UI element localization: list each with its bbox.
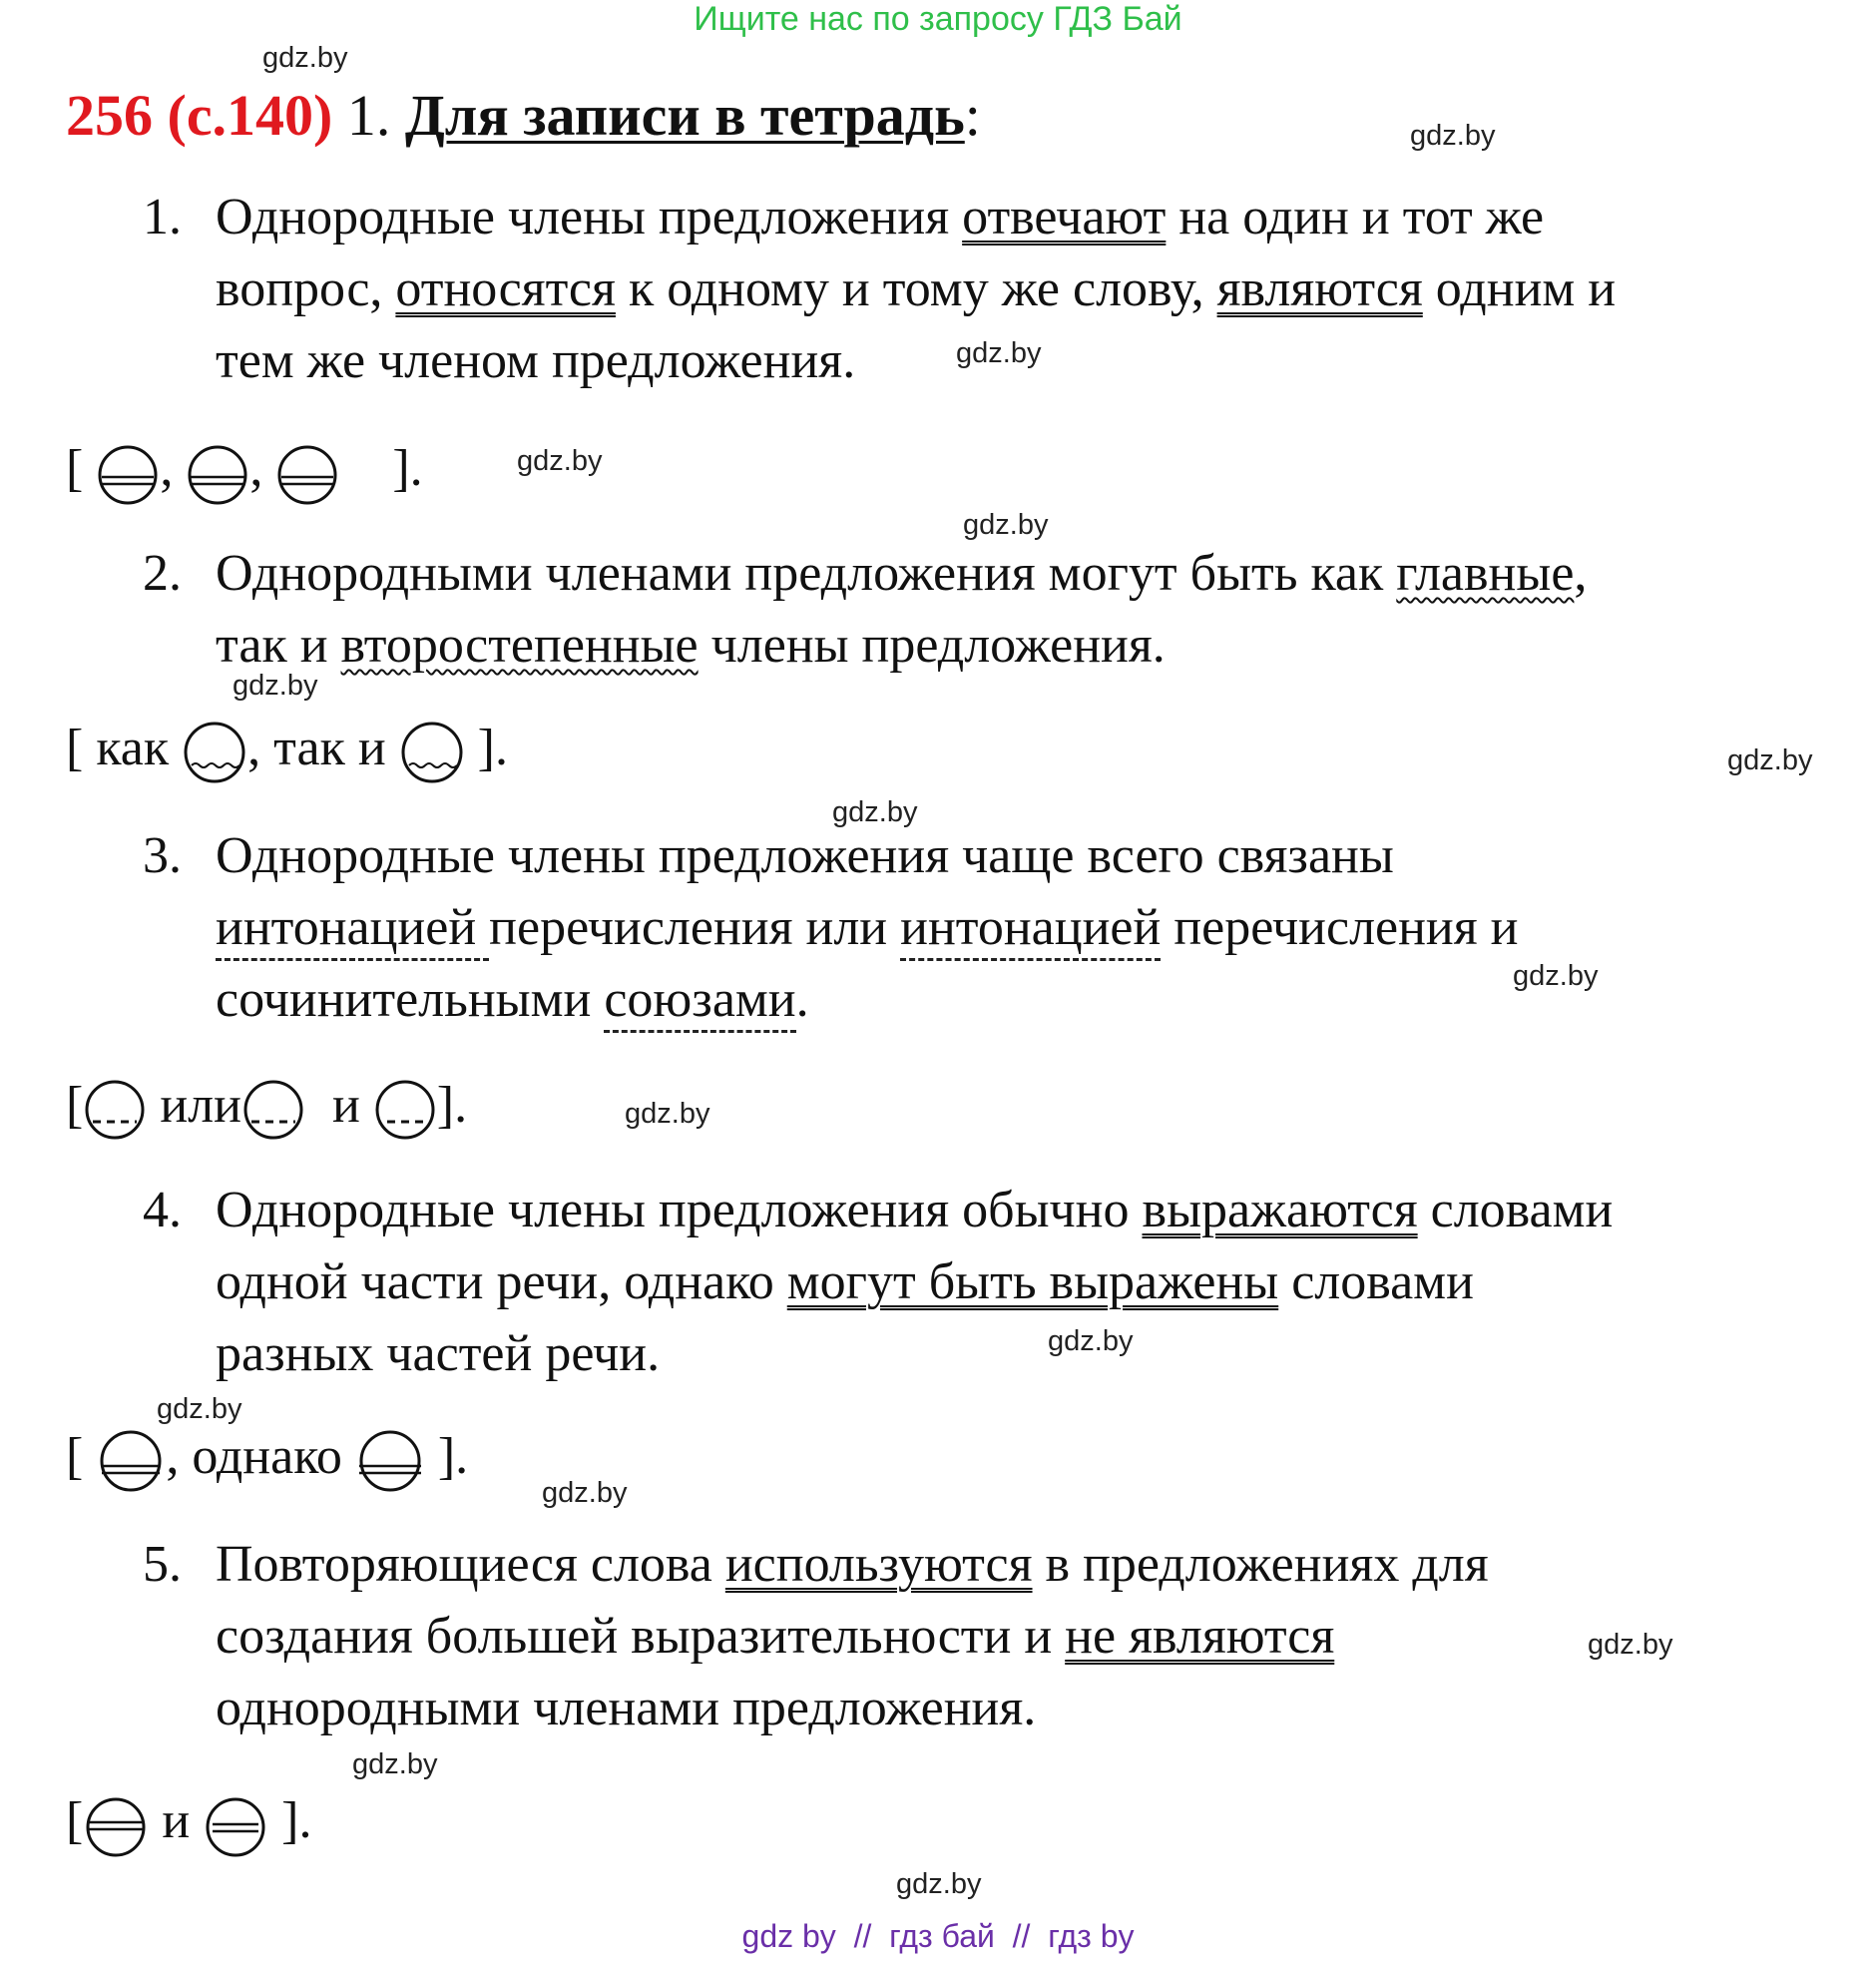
text-fragment: или — [160, 1077, 241, 1134]
text-line — [216, 1181, 1613, 1239]
text-fragment: создания большей выразительности и — [216, 1608, 1066, 1665]
text-line: Однородные члены предложения чаще всего связаны — [216, 827, 1394, 884]
text-line: однородными членами предложения. — [216, 1680, 1037, 1736]
text-fragment: , однако — [166, 1428, 342, 1485]
text-line — [216, 1607, 1334, 1666]
exercise-number: 256 (с.140) — [66, 83, 333, 148]
text-fragment: одной части речи, однако — [216, 1253, 787, 1310]
circle-dashed-underline-icon — [241, 1078, 305, 1142]
watermark: gdz.by — [956, 337, 1042, 369]
item-number: 3. — [143, 827, 182, 884]
exercise-heading: Для записи в тетрадь — [404, 83, 965, 148]
text-fragment: и — [331, 1077, 360, 1134]
text-line — [216, 1252, 1474, 1311]
text-fragment: словами — [1417, 1182, 1614, 1238]
scheme-2 — [66, 719, 508, 785]
text-fragment: и — [162, 1792, 191, 1849]
circle-dashed-underline-icon — [83, 1078, 147, 1142]
exercise-title — [66, 82, 981, 149]
text-fragment: [ — [66, 1792, 84, 1849]
scheme-4 — [66, 1427, 468, 1494]
scheme-3 — [66, 1076, 467, 1142]
circle-double-underline-icon — [203, 1792, 268, 1858]
exercise-subnumber: 1. — [346, 83, 391, 148]
text-line — [216, 544, 1587, 603]
means: союзами — [604, 971, 795, 1033]
member: главные — [1396, 545, 1575, 602]
text-fragment: , — [1574, 545, 1588, 602]
text-fragment: ]. — [281, 1792, 312, 1849]
footer-links: gdz by // гдз бай // гдз by — [741, 1918, 1135, 1954]
text-fragment: к одному и тому же слову, — [615, 260, 1217, 317]
predicate: являются — [1216, 260, 1423, 317]
predicate: относятся — [395, 260, 616, 317]
text-fragment: ]. — [477, 720, 508, 776]
text-fragment: словами — [1278, 1253, 1474, 1310]
circle-double-underline-icon — [96, 1428, 166, 1494]
text-fragment: в предложениях для — [1032, 1536, 1489, 1593]
text-fragment: Однородные члены предложения обычно — [216, 1182, 1143, 1238]
circle-dashed-underline-icon — [373, 1078, 437, 1142]
member: второстепенные — [340, 617, 699, 674]
top-banner: Ищите нас по запросу ГДЗ Бай — [694, 0, 1182, 38]
watermark: gdz.by — [1048, 1325, 1134, 1357]
predicate: отвечают — [962, 189, 1167, 245]
text-fragment: ]. — [436, 1077, 468, 1134]
scheme-5 — [66, 1791, 311, 1858]
watermark: gdz.by — [832, 796, 918, 828]
predicate: не являются — [1065, 1608, 1335, 1665]
circle-double-underline-icon — [83, 1792, 149, 1858]
text-fragment: на один и тот же — [1166, 189, 1545, 245]
text-fragment: перечисления и — [1161, 899, 1519, 956]
text-line — [216, 898, 1519, 957]
text-fragment: одним и — [1422, 260, 1617, 317]
watermark: gdz.by — [542, 1477, 628, 1509]
circle-wavy-underline-icon — [182, 720, 247, 785]
text-fragment: [ — [66, 1077, 84, 1134]
text-line — [216, 970, 809, 1029]
text-fragment: так и — [216, 617, 341, 674]
watermark: gdz.by — [517, 445, 603, 477]
text-fragment: Однородными членами предложения могут быть как — [216, 545, 1397, 602]
text-fragment: члены предложения. — [698, 617, 1166, 674]
text-fragment: Повторяющиеся слова — [216, 1536, 725, 1593]
text-line — [216, 259, 1616, 318]
item-number: 1. — [143, 189, 182, 245]
text-fragment: вопрос, — [216, 260, 396, 317]
item-number: 5. — [143, 1536, 182, 1593]
text-line — [216, 188, 1544, 246]
watermark: gdz.by — [625, 1098, 710, 1130]
text-fragment: ]. — [437, 1428, 469, 1485]
watermark: gdz.by — [1588, 1629, 1673, 1661]
item-number: 2. — [143, 545, 182, 602]
means: интонацией — [900, 899, 1161, 961]
text-fragment: Однородные члены предложения — [216, 189, 963, 245]
circle-double-underline-icon — [275, 441, 339, 505]
circle-double-underline-icon — [355, 1428, 425, 1494]
circle-double-underline-icon — [96, 441, 160, 505]
circle-wavy-underline-icon — [399, 720, 465, 785]
watermark: gdz.by — [157, 1393, 242, 1425]
item-number: 4. — [143, 1182, 182, 1238]
watermark: gdz.by — [1513, 960, 1599, 992]
text-fragment: [ как — [66, 720, 170, 776]
text-fragment: сочинительными — [216, 971, 605, 1028]
text-fragment: , так и — [247, 720, 386, 776]
text-fragment: , — [160, 440, 174, 497]
text-line — [216, 616, 1166, 675]
text-fragment: . — [795, 971, 809, 1028]
scheme-1 — [66, 439, 423, 505]
watermark: gdz.by — [233, 670, 318, 702]
means: интонацией — [216, 899, 489, 961]
watermark: gdz.by — [963, 509, 1049, 541]
text-fragment: [ — [66, 440, 84, 497]
circle-double-underline-icon — [186, 441, 249, 505]
watermark: gdz.by — [1410, 120, 1496, 152]
text-line — [216, 1535, 1489, 1594]
text-line: разных частей речи. — [216, 1325, 661, 1382]
text-fragment: , — [249, 440, 263, 497]
predicate: используются — [724, 1536, 1033, 1593]
text-fragment: перечисления или — [489, 899, 901, 956]
text-fragment: ]. — [392, 440, 423, 497]
watermark: gdz.by — [896, 1868, 982, 1900]
text-fragment: [ — [66, 1428, 84, 1485]
watermark: gdz.by — [262, 42, 348, 74]
predicate: могут быть выражены — [786, 1253, 1279, 1310]
predicate: выражаются — [1142, 1182, 1418, 1238]
watermark: gdz.by — [352, 1748, 438, 1780]
watermark: gdz.by — [1727, 744, 1813, 776]
heading-colon: : — [964, 83, 981, 148]
text-line: тем же членом предложения. — [216, 332, 856, 389]
